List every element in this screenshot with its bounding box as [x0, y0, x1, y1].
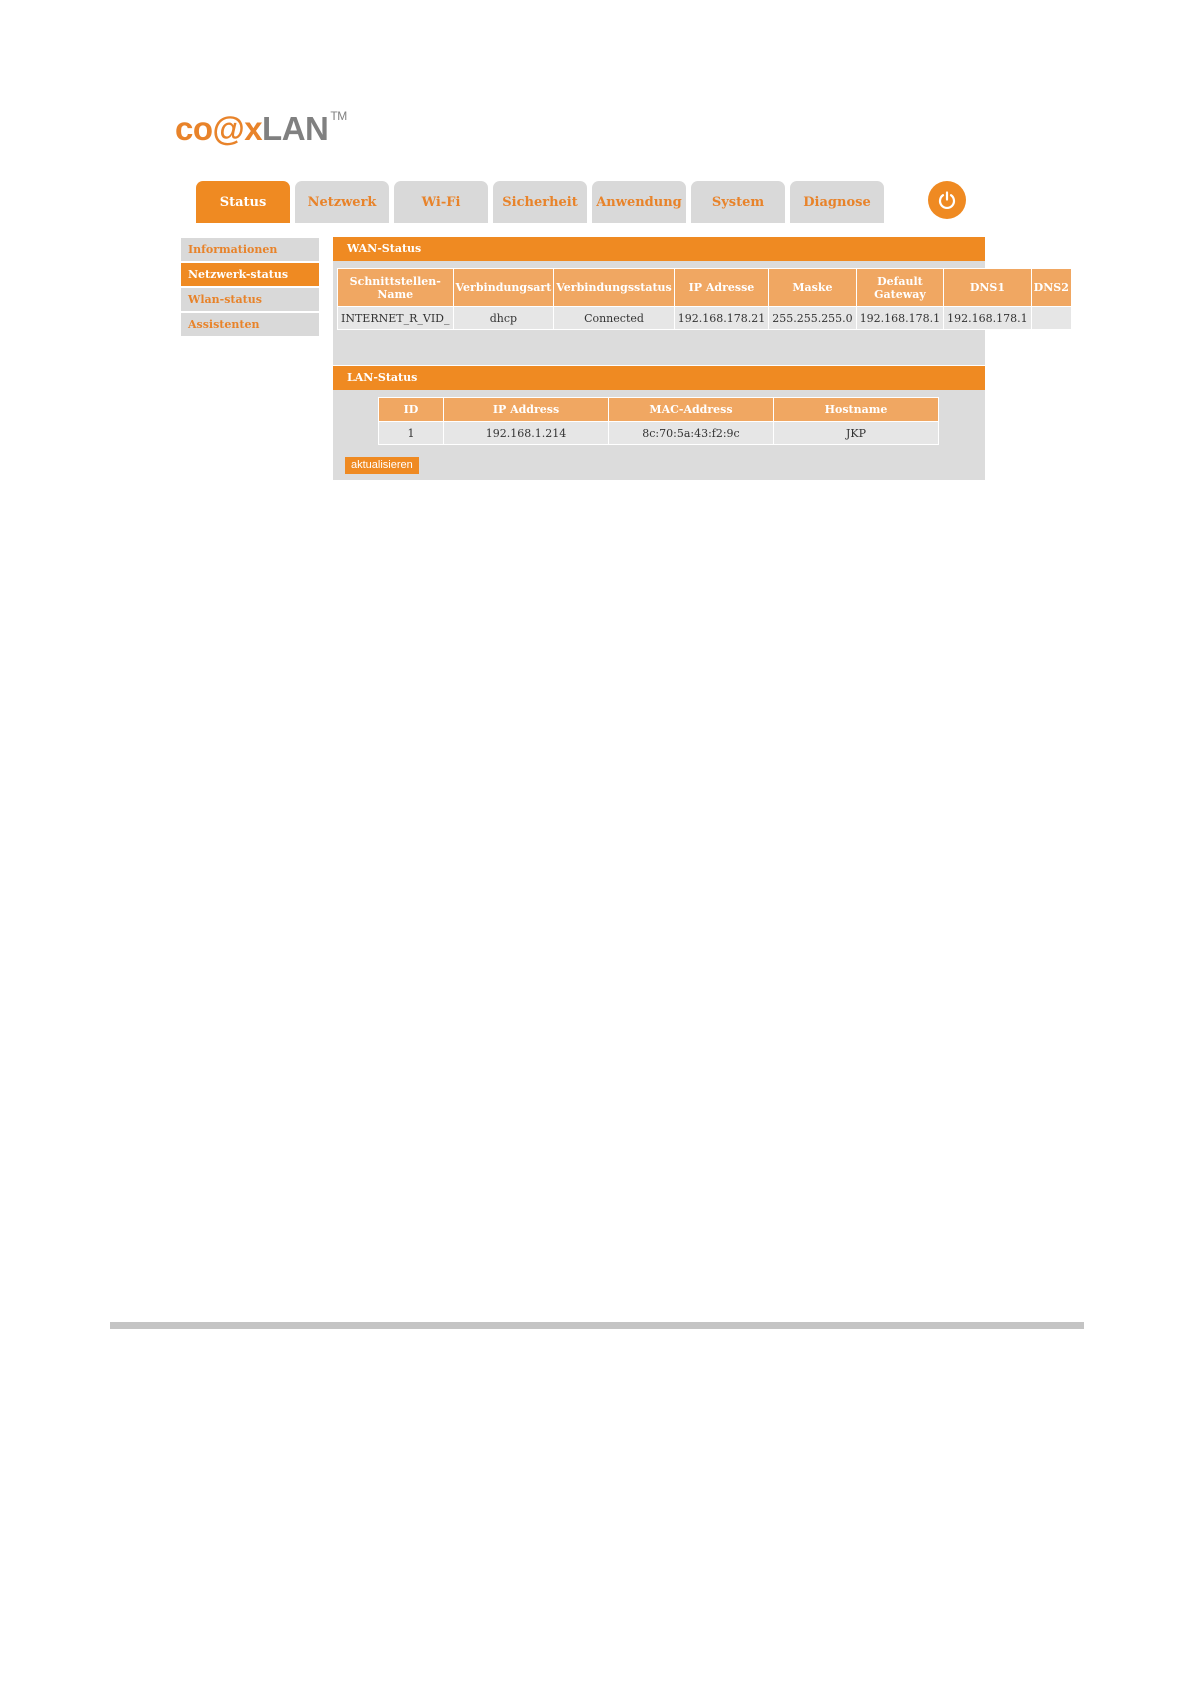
- table-cell: JKP: [774, 422, 939, 445]
- table-cell: 192.168.178.1: [944, 307, 1031, 330]
- tab-system[interactable]: System: [691, 181, 785, 223]
- table-cell: dhcp: [453, 307, 554, 330]
- column-header: Verbindungsstatus: [554, 269, 674, 307]
- table-header-row: [338, 269, 1072, 307]
- refresh-button[interactable]: aktualisieren: [345, 457, 419, 474]
- table-cell: 8c:70:5a:43:f2:9c: [609, 422, 774, 445]
- table-cell: 192.168.1.214: [444, 422, 609, 445]
- sidebar-item-netzwerk-status[interactable]: Netzwerk-status: [181, 263, 319, 286]
- table-row: [338, 307, 1072, 330]
- power-icon: [937, 190, 957, 210]
- table-cell: 192.168.178.21: [674, 307, 768, 330]
- column-header: ID: [379, 398, 444, 422]
- column-header: Hostname: [774, 398, 939, 422]
- table-header-row: [379, 398, 939, 422]
- table-cell: 192.168.178.1: [856, 307, 943, 330]
- sidebar-item-wlan-status[interactable]: Wlan-status: [181, 288, 319, 311]
- logo-trademark: TM: [330, 109, 347, 123]
- tab-sicherheit[interactable]: Sicherheit: [493, 181, 587, 223]
- wan-status-title: WAN-Status: [333, 237, 985, 261]
- column-header: Verbindungsart: [453, 269, 554, 307]
- column-header: IP Address: [444, 398, 609, 422]
- coaxlan-logo: [175, 109, 347, 147]
- page-divider: [110, 1322, 1084, 1329]
- table-cell: Connected: [554, 307, 674, 330]
- lan-status-table: [378, 397, 939, 445]
- column-header: MAC-Address: [609, 398, 774, 422]
- column-header: DNS1: [944, 269, 1031, 307]
- table-row: [379, 422, 939, 445]
- wan-status-table: [337, 268, 1072, 330]
- table-cell: INTERNET_R_VID_: [338, 307, 454, 330]
- lan-status-panel: [333, 366, 985, 480]
- column-header: DNS2: [1031, 269, 1071, 307]
- tab-netzwerk[interactable]: Netzwerk: [295, 181, 389, 223]
- column-header: Schnittstellen-Name: [338, 269, 454, 307]
- sidebar-item-assistenten[interactable]: Assistenten: [181, 313, 319, 336]
- power-button[interactable]: [928, 181, 966, 219]
- sidebar-item-informationen[interactable]: Informationen: [181, 238, 319, 261]
- column-header: Default Gateway: [856, 269, 943, 307]
- sidebar: [181, 238, 319, 338]
- logo-co: co@x: [175, 110, 263, 147]
- column-header: Maske: [769, 269, 856, 307]
- table-cell: 255.255.255.0: [769, 307, 856, 330]
- logo-lan: LAN: [262, 110, 329, 147]
- table-cell: [1031, 307, 1071, 330]
- tab-diagnose[interactable]: Diagnose: [790, 181, 884, 223]
- tab-anwendung[interactable]: Anwendung: [592, 181, 686, 223]
- table-cell: 1: [379, 422, 444, 445]
- lan-status-title: LAN-Status: [333, 366, 985, 390]
- tab-wifi[interactable]: Wi-Fi: [394, 181, 488, 223]
- wan-status-panel: [333, 237, 1069, 365]
- column-header: IP Adresse: [674, 269, 768, 307]
- tab-status[interactable]: Status: [196, 181, 290, 223]
